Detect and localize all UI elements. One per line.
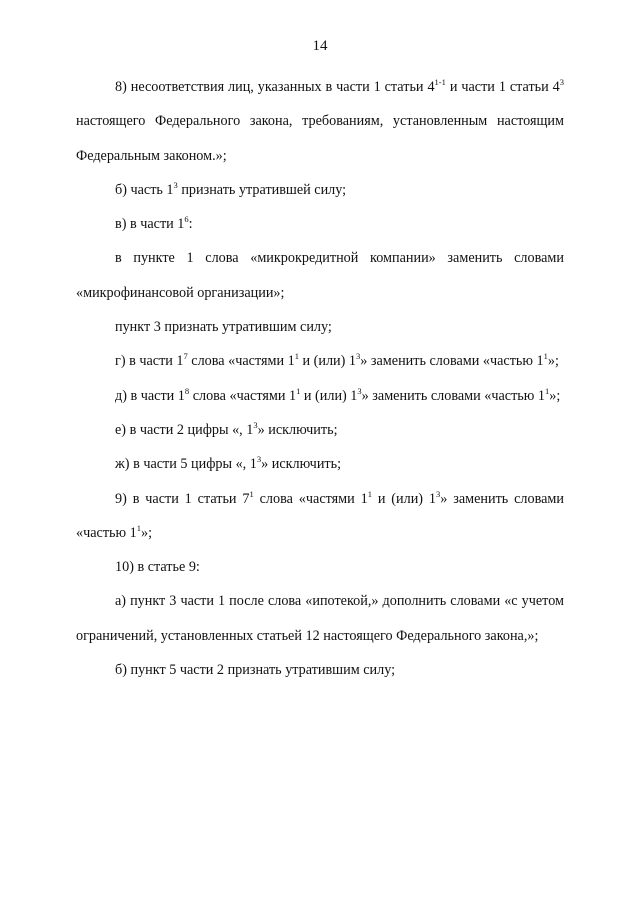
text-run: г) в части 1 xyxy=(115,353,184,370)
text-run: » заменить словами «частью 1 xyxy=(360,353,544,370)
superscript: 3 xyxy=(256,454,262,465)
text-run: : xyxy=(188,216,193,233)
text-run: а) пункт 3 части 1 после слова «ипотекой,» дополнить словами «с учетом ограничений, установленных статьей 12 настоящего Федерального закона,»; xyxy=(76,593,564,644)
text-run: слова «частями 1 xyxy=(187,353,295,370)
superscript: 7 xyxy=(183,351,188,362)
superscript: 1 xyxy=(136,522,141,533)
text-run: в) в части 1 xyxy=(115,216,185,233)
superscript: 1 xyxy=(543,351,548,362)
superscript: 3 xyxy=(436,488,441,499)
text-run: слова «частями 1 xyxy=(189,387,297,404)
superscript: 1 xyxy=(367,488,372,499)
text-run: пункт 3 признать утратившим силу; xyxy=(115,319,332,336)
superscript: 3 xyxy=(357,385,362,396)
text-run: и части 1 статьи 4 xyxy=(445,79,560,95)
superscript: 8 xyxy=(184,385,190,396)
text-run: и (или) 1 xyxy=(300,387,358,404)
paragraph xyxy=(76,70,564,173)
paragraph xyxy=(76,173,564,207)
superscript: 3 xyxy=(253,419,258,430)
text-run: »; xyxy=(140,524,153,541)
text-run: » исключить; xyxy=(257,421,338,438)
paragraph xyxy=(76,241,564,310)
text-run: признать утратившей силу; xyxy=(177,181,347,198)
superscript: 6 xyxy=(184,214,189,225)
paragraph xyxy=(76,379,564,413)
paragraph xyxy=(76,413,564,447)
text-run: » исключить; xyxy=(261,456,342,473)
paragraph xyxy=(76,482,564,551)
text-run: слова «частями 1 xyxy=(253,490,368,507)
text-run: настоящего Федерального закона, требованиям, установленным настоящим Федеральным законом.»; xyxy=(76,113,564,164)
text-run: » заменить словами «частью 1 xyxy=(361,387,546,404)
paragraph xyxy=(76,344,564,378)
page-number: 14 xyxy=(312,38,328,54)
text-run: 10) в статье 9: xyxy=(115,559,200,576)
text-run: »; xyxy=(547,353,559,370)
superscript: 1 xyxy=(249,488,254,499)
text-run: 8) несоответствия лиц, указанных в части 1 статьи 4 xyxy=(115,79,435,95)
paragraph xyxy=(76,447,564,481)
paragraph xyxy=(76,584,564,653)
superscript: 3 xyxy=(356,351,361,362)
superscript: 1 xyxy=(296,385,301,396)
superscript: 1 xyxy=(545,385,550,396)
text-run: »; xyxy=(549,387,561,404)
text-run: е) в части 2 цифры «, 1 xyxy=(115,421,254,438)
text-run: д) в части 1 xyxy=(115,387,185,404)
superscript: 3 xyxy=(173,179,178,190)
text-run: б) пункт 5 части 2 признать утратившим силу; xyxy=(115,662,396,679)
text-run: ж) в части 5 цифры «, 1 xyxy=(115,456,257,473)
paragraph xyxy=(76,653,564,687)
text-run: б) часть 1 xyxy=(115,181,174,198)
text-run: » заменить словами «частью 1 xyxy=(76,490,564,541)
paragraph xyxy=(76,550,564,584)
text-run: и (или) 1 xyxy=(298,353,356,370)
paragraph xyxy=(76,207,564,241)
superscript: 1-1 xyxy=(434,77,446,87)
document-body xyxy=(76,70,564,687)
text-run: 9) в части 1 статьи 7 xyxy=(115,490,250,507)
superscript: 1 xyxy=(294,351,299,362)
text-run: в пункте 1 слова «микрокредитной компании» заменить словами «микрофинансовой организации»; xyxy=(76,250,564,301)
superscript: 3 xyxy=(559,77,564,87)
text-run: и (или) 1 xyxy=(371,490,436,507)
paragraph xyxy=(76,310,564,344)
